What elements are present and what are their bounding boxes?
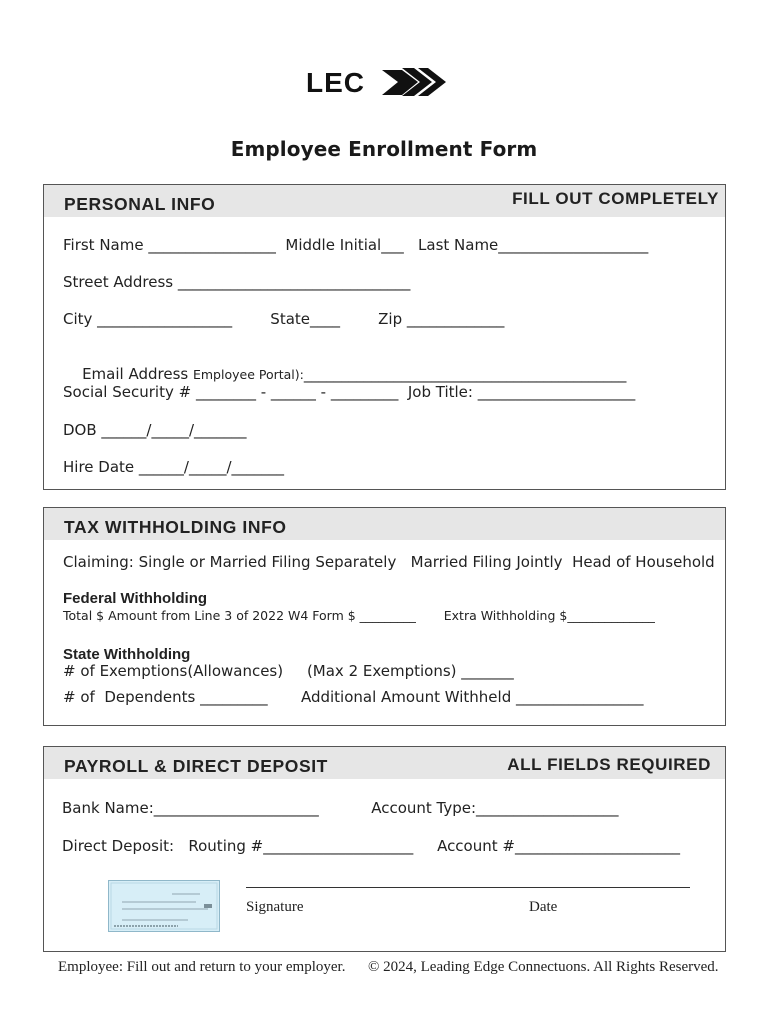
tax-withholding-section [43,507,726,726]
ssn-jobtitle-row[interactable]: Social Security # ________ - ______ - _________ Job Title: _____________________ [63,383,636,401]
direct-deposit-row[interactable]: Direct Deposit: Routing #____________________ Account #______________________ [62,837,680,855]
footer-instructions: Employee: Fill out and return to your employer. [58,959,346,975]
personal-info-title: PERSONAL INFO [64,194,216,214]
federal-withholding-line[interactable]: Total $ Amount from Line 3 of 2022 W4 Form $ _________ Extra Withholding $______________ [63,608,655,623]
city-state-zip-row[interactable]: City __________________ State____ Zip _____________ [63,310,505,328]
street-address-row[interactable]: Street Address _______________________________ [63,273,411,291]
date-label: Date [529,899,558,915]
signature-line[interactable] [246,887,690,888]
federal-withholding-title: Federal Withholding [63,590,208,607]
personal-info-section [43,184,726,490]
lec-logo [306,64,446,100]
claiming-row[interactable]: Claiming: Single or Married Filing Separately Married Filing Jointly Head of Household [63,553,715,571]
email-field[interactable]: ___________________________________________ [303,365,627,383]
name-row[interactable]: First Name _________________ Middle Initial___ Last Name____________________ [63,236,649,254]
all-fields-required-note: ALL FIELDS REQUIRED [507,755,711,774]
form-title: Employee Enrollment Form [230,137,538,161]
email-label: Email Address [82,365,189,383]
signature-label: Signature [246,899,304,915]
dependents-row[interactable]: # of Dependents _________ Additional Amount Withheld _________________ [63,688,644,706]
hire-date-row[interactable]: Hire Date ______/_____/_______ [63,458,285,476]
payroll-title: PAYROLL & DIRECT DEPOSIT [64,756,328,776]
footer-copyright: © 2024, Leading Edge Connectuons. All Rights Reserved. [368,959,719,975]
logo-text: LEC [306,67,365,98]
email-portal-note: Employee Portal): [192,367,304,382]
state-withholding-title: State Withholding [63,646,191,663]
tax-withholding-title: TAX WITHHOLDING INFO [64,517,287,537]
dob-row[interactable]: DOB ______/_____/_______ [63,421,247,439]
bank-name-row[interactable]: Bank Name:______________________ Account Type:___________________ [62,799,619,817]
fill-out-completely-note: FILL OUT COMPLETELY [512,189,719,208]
exemptions-row[interactable]: # of Exemptions(Allowances) (Max 2 Exemptions) _______ [63,662,514,680]
check-image [108,880,220,932]
